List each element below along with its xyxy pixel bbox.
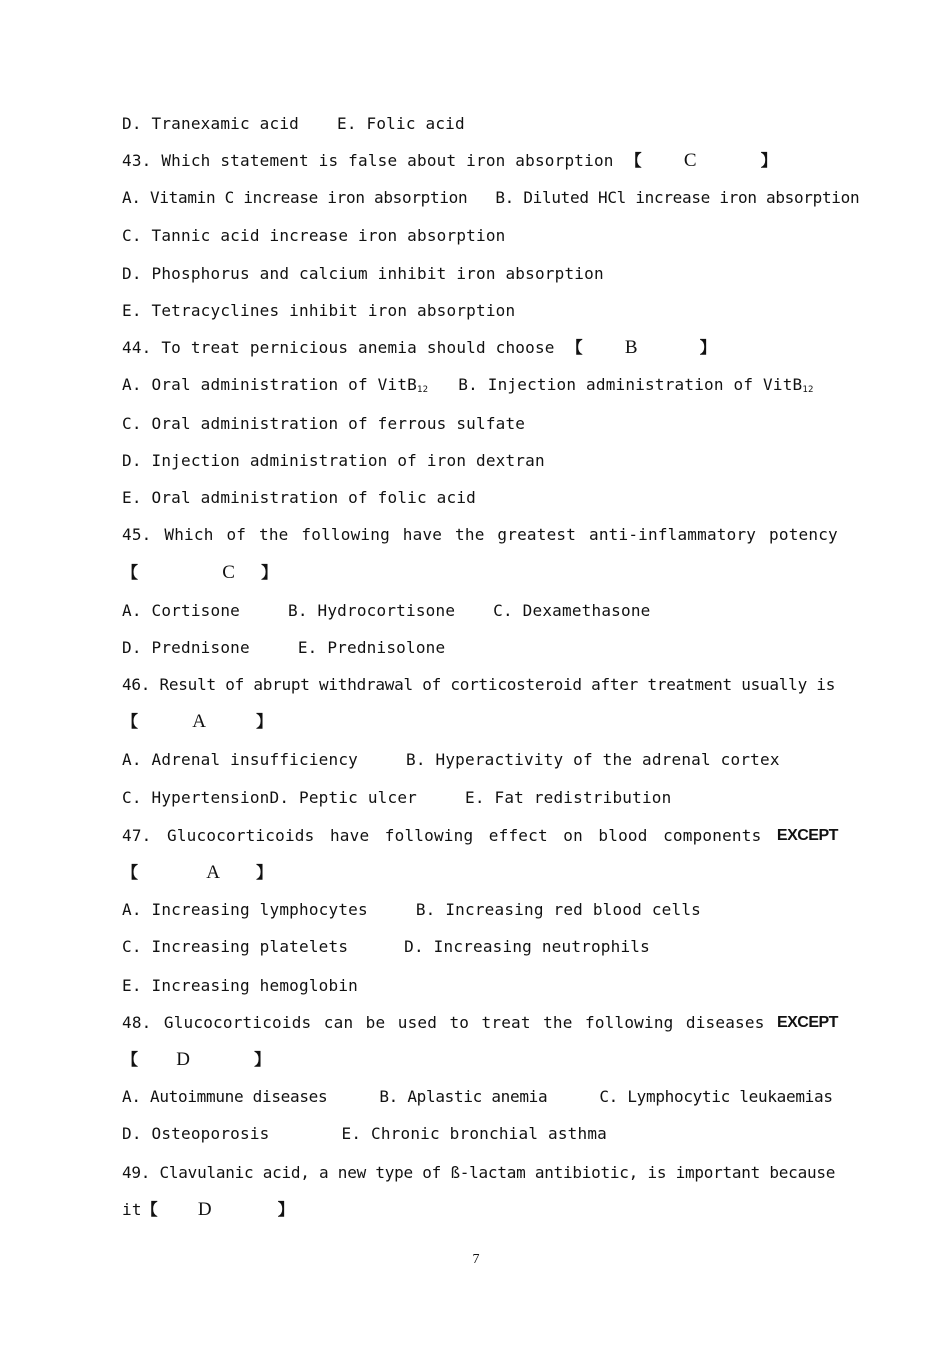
option-line <box>122 488 838 508</box>
except-keyword: EXCEPT <box>776 1014 838 1031</box>
question-text: 49. Clavulanic acid, a new type of ß-lactam antibiotic, is important because <box>122 1163 836 1182</box>
option-d: D. Injection administration of iron dextran <box>122 451 545 470</box>
option-c: C. Dexamethasone <box>493 601 651 620</box>
option-d: D. Prednisone <box>122 638 250 657</box>
stem-word: diseases <box>685 1013 765 1032</box>
option-line <box>122 451 838 471</box>
stem-word: Glucocorticoids <box>166 826 315 845</box>
answer-letter: C <box>222 562 236 583</box>
subscript: 12 <box>416 385 429 395</box>
page-number: 7 <box>472 1252 480 1267</box>
question-43-options-ab <box>122 188 860 208</box>
bracket-open: 【 <box>122 1050 139 1069</box>
question-48-options-de <box>122 1124 838 1144</box>
except-keyword: EXCEPT <box>776 827 838 844</box>
option-b: B. Increasing red blood cells <box>415 900 701 919</box>
stem-word: anti-inflammatory <box>588 525 757 544</box>
question-46-options-ab <box>122 750 838 770</box>
answer-letter: A <box>206 862 221 883</box>
bracket-close: 】 <box>256 863 273 882</box>
stem-word: Glucocorticoids <box>163 1013 312 1032</box>
stem-word: potency <box>769 525 838 544</box>
stem-word: used <box>397 1013 438 1032</box>
stem-word: of <box>226 525 247 544</box>
question-43-stem <box>122 151 838 171</box>
answer-letter: B <box>624 337 638 358</box>
answer-letter: C <box>683 150 697 171</box>
option-e: E. Fat redistribution <box>464 788 672 807</box>
stem-word: on <box>563 826 583 845</box>
option-e: E. Tetracyclines inhibit iron absorption <box>122 301 516 320</box>
option-d: D. Phosphorus and calcium inhibit iron absorption <box>122 264 604 283</box>
bracket-open: 【 <box>625 151 642 170</box>
question-47-answer <box>122 863 838 883</box>
question-text: 44. To treat pernicious anemia should choose <box>122 338 555 357</box>
answer-letter: A <box>192 711 207 732</box>
stem-word: greatest <box>497 525 577 544</box>
question-48-options-abc <box>122 1087 838 1107</box>
stem-word: the <box>259 525 289 544</box>
stem-word: Which <box>164 525 214 544</box>
stem-word: blood <box>598 826 648 845</box>
option-e: E. Chronic bronchial asthma <box>341 1124 607 1143</box>
question-47-options-ab <box>122 900 838 920</box>
option-c: C. Tannic acid increase iron absorption <box>122 226 506 245</box>
option-line <box>122 976 838 996</box>
stem-word: 45. <box>122 525 152 544</box>
option-e: E. Oral administration of folic acid <box>122 488 476 507</box>
option-b: B. Hydrocortisone <box>288 601 456 620</box>
question-text: 46. Result of abrupt withdrawal of corticosteroid after treatment usually is <box>122 675 836 694</box>
option-e: E. Increasing hemoglobin <box>122 976 358 995</box>
question-49-stem <box>122 1163 838 1183</box>
bracket-close: 】 <box>277 1200 294 1219</box>
stem-word: treat <box>481 1013 531 1032</box>
bracket-close: 】 <box>699 338 716 357</box>
stem-word: the <box>455 525 485 544</box>
option-a: A. Cortisone <box>122 601 240 620</box>
question-45-options-abc <box>122 601 838 621</box>
option-a: A. Vitamin C increase iron absorption <box>122 188 468 207</box>
option-b <box>458 375 813 394</box>
stem-word: 47. <box>122 826 152 845</box>
stem-word: can <box>323 1013 354 1032</box>
option-a: A. Adrenal insufficiency <box>122 750 358 769</box>
question-49-answer <box>122 1200 838 1220</box>
question-47-options-cd <box>122 937 838 957</box>
stem-word: have <box>329 826 370 845</box>
bracket-open: 【 <box>141 1200 158 1219</box>
stem-word: following <box>301 525 390 544</box>
option-a-text: A. Oral administration of VitB <box>122 375 417 394</box>
option-b-text: B. Injection administration of VitB <box>458 375 803 394</box>
question-48-answer <box>122 1050 838 1070</box>
bracket-open: 【 <box>122 563 139 582</box>
option-c: C. Lymphocytic leukaemias <box>599 1087 833 1106</box>
bracket-close: 】 <box>760 151 777 170</box>
option-c: C. Increasing platelets <box>122 937 349 956</box>
option-d: D. Tranexamic acid <box>122 114 299 133</box>
bracket-close: 】 <box>254 1050 271 1069</box>
question-text-cont: it <box>122 1200 142 1219</box>
question-45-options-de <box>122 638 838 658</box>
bracket-open: 【 <box>122 712 139 731</box>
bracket-open: 【 <box>566 338 583 357</box>
bracket-open: 【 <box>122 863 139 882</box>
question-text: 43. Which statement is false about iron absorption <box>122 151 614 170</box>
stem-word: effect <box>488 826 548 845</box>
question-44-options-ab <box>122 375 838 395</box>
option-e: E. Prednisolone <box>297 638 446 657</box>
option-c: C. Oral administration of ferrous sulfate <box>122 414 526 433</box>
stem-word: 48. <box>122 1013 152 1032</box>
stem-word: be <box>365 1013 386 1032</box>
question-46-options-cde <box>122 788 838 808</box>
option-a: A. Increasing lymphocytes <box>122 900 368 919</box>
option-e: E. Folic acid <box>337 114 465 133</box>
option-line <box>122 264 838 284</box>
option-line <box>122 226 838 246</box>
stem-word: components <box>663 826 762 845</box>
question-48-stem <box>122 1013 838 1033</box>
answer-letter: D <box>176 1049 191 1070</box>
bracket-close: 】 <box>261 563 278 582</box>
stem-word: to <box>449 1013 470 1032</box>
question-47-stem <box>122 826 838 846</box>
option-b: B. Diluted HCl increase iron absorption <box>495 188 860 207</box>
answer-letter: D <box>197 1199 212 1220</box>
stem-word: have <box>402 525 443 544</box>
question-44-stem <box>122 338 838 358</box>
question-46-stem <box>122 675 838 695</box>
option-d: D. Increasing neutrophils <box>404 937 650 956</box>
option-line <box>122 301 838 321</box>
question-46-answer <box>122 712 838 732</box>
option-line <box>122 114 838 134</box>
option-line <box>122 414 838 434</box>
option-a <box>122 375 428 394</box>
question-45-answer <box>122 563 838 583</box>
option-d: D. Osteoporosis <box>122 1124 270 1143</box>
option-b: B. Aplastic anemia <box>379 1087 548 1106</box>
stem-word: the <box>543 1013 573 1032</box>
stem-word: following <box>384 826 474 845</box>
option-cd: C. HypertensionD. Peptic ulcer <box>122 788 417 807</box>
bracket-close: 】 <box>256 712 273 731</box>
stem-word: following <box>584 1013 674 1032</box>
subscript: 12 <box>802 385 814 395</box>
question-45-stem <box>122 525 838 545</box>
option-b: B. Hyperactivity of the adrenal cortex <box>406 750 780 769</box>
option-a: A. Autoimmune diseases <box>122 1087 328 1106</box>
